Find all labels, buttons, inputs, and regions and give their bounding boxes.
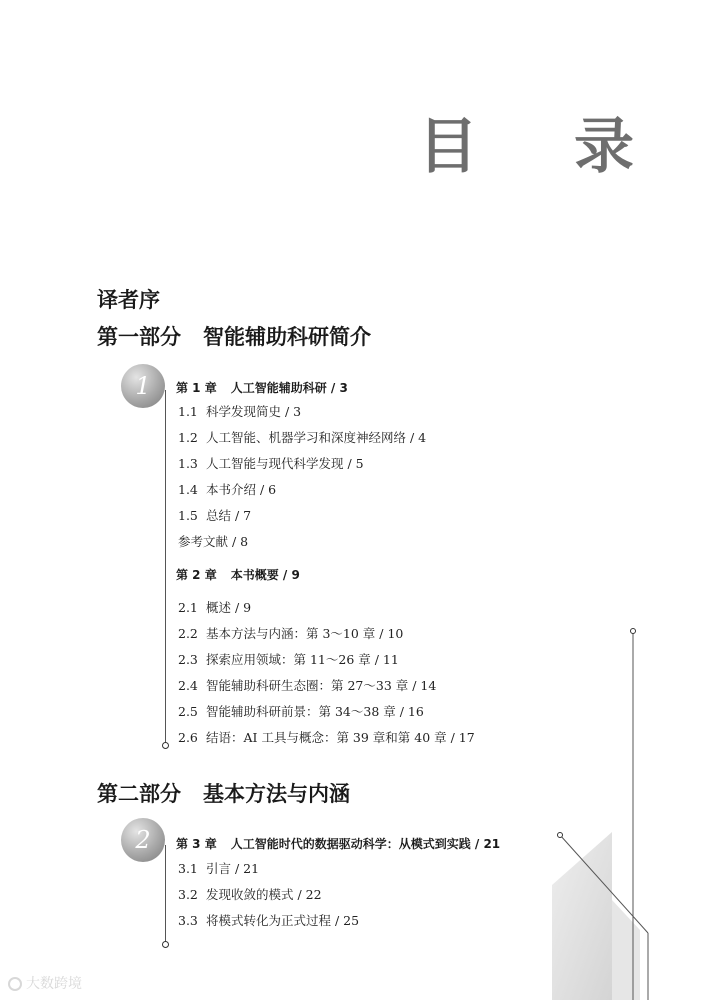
entry-number: 2.2 (178, 626, 198, 641)
title-char-2: 录 (574, 112, 634, 182)
chapter-2-title: 本书概要 / 9 (230, 568, 300, 582)
chapter-1-heading[interactable] (176, 379, 348, 396)
toc-entry-1-2[interactable] (178, 428, 426, 446)
entry-text: 人工智能与现代科学发现 / 5 (206, 456, 364, 471)
entry-text: 将模式转化为正式过程 / 25 (206, 913, 360, 928)
entry-number: 1.2 (178, 430, 198, 445)
chapter-badge-1: 1 (121, 364, 165, 408)
entry-text: 人工智能、机器学习和深度神经网络 / 4 (206, 430, 427, 445)
entry-text: 结语：AI 工具与概念：第 39 章和第 40 章 / 17 (206, 730, 475, 745)
connector-end-dot (162, 941, 169, 948)
entry-number: 2.6 (178, 730, 198, 745)
decorative-wedge (552, 832, 612, 1000)
toc-entry-2-1[interactable] (178, 598, 251, 616)
entry-number: 1.1 (178, 404, 198, 419)
entry-text: 智能辅助科研前景：第 34～38 章 / 16 (206, 704, 424, 719)
entry-text: 概述 / 9 (206, 600, 252, 615)
entry-number: 2.3 (178, 652, 198, 667)
toc-entry-2-2[interactable] (178, 624, 403, 642)
entry-text: 本书介绍 / 6 (206, 482, 277, 497)
entry-number: 1.5 (178, 508, 198, 523)
toc-entry-3-1[interactable] (178, 859, 259, 877)
entry-number: 3.1 (178, 861, 198, 876)
entry-text: 发现收敛的模式 / 22 (206, 887, 322, 902)
decorative-dot (631, 629, 636, 634)
toc-entry-3-2[interactable] (178, 885, 322, 903)
entry-text: 基本方法与内涵：第 3～10 章 / 10 (206, 626, 404, 641)
toc-entry-refs[interactable]: 参考文献 / 8 (178, 534, 249, 549)
chapter-connector-line (165, 845, 166, 945)
entry-text: 总结 / 7 (206, 508, 252, 523)
chapter-connector-line (165, 390, 166, 746)
toc-entry-1-5[interactable] (178, 506, 251, 524)
page-title (0, 112, 719, 182)
toc-entry-2-6[interactable] (178, 728, 475, 746)
chapter-2-label: 第 2 章 (176, 568, 217, 582)
entry-text: 探索应用领域：第 11～26 章 / 11 (206, 652, 399, 667)
entry-number: 2.1 (178, 600, 198, 615)
chapter-2-heading[interactable] (176, 566, 300, 583)
toc-entry-1-3[interactable] (178, 454, 364, 472)
part-1-name: 智能辅助科研简介 (203, 325, 371, 349)
part-1-heading[interactable] (97, 321, 371, 351)
entry-number: 1.3 (178, 456, 198, 471)
decorative-diagonal-line (560, 835, 648, 933)
toc-entry-2-4[interactable] (178, 676, 436, 694)
entry-text: 科学发现简史 / 3 (206, 404, 302, 419)
decorative-dot (558, 833, 563, 838)
chapter-3-title: 人工智能时代的数据驱动科学：从模式到实践 / 21 (230, 837, 501, 851)
preface-link[interactable]: 译者序 (97, 288, 160, 312)
entry-text: 智能辅助科研生态圈：第 27～33 章 / 14 (206, 678, 437, 693)
entry-text: 引言 / 21 (206, 861, 260, 876)
toc-entry-1-1[interactable] (178, 402, 301, 420)
chapter-badge-2: 2 (121, 818, 165, 862)
entry-number: 3.2 (178, 887, 198, 902)
entry-number: 1.4 (178, 482, 198, 497)
toc-entry-2-3[interactable] (178, 650, 399, 668)
part-1-label: 第一部分 (97, 325, 181, 349)
toc-entry-1-4[interactable] (178, 480, 276, 498)
chapter-3-label: 第 3 章 (176, 837, 217, 851)
part-2-heading[interactable] (97, 778, 350, 808)
watermark-logo-icon (8, 977, 22, 991)
entry-number: 2.4 (178, 678, 198, 693)
toc-entry-3-3[interactable] (178, 911, 359, 929)
chapter-3-heading[interactable] (176, 835, 500, 852)
toc-entry-2-5[interactable] (178, 702, 424, 720)
watermark (8, 973, 82, 993)
title-char-1: 目 (418, 112, 478, 182)
watermark-text: 大数跨境 (26, 976, 82, 992)
decorative-wedge-2 (612, 900, 640, 1000)
connector-end-dot (162, 742, 169, 749)
entry-number: 3.3 (178, 913, 198, 928)
part-2-name: 基本方法与内涵 (203, 782, 350, 806)
entry-number: 2.5 (178, 704, 198, 719)
chapter-1-title: 人工智能辅助科研 / 3 (230, 381, 348, 395)
part-2-label: 第二部分 (97, 782, 181, 806)
chapter-1-label: 第 1 章 (176, 381, 217, 395)
